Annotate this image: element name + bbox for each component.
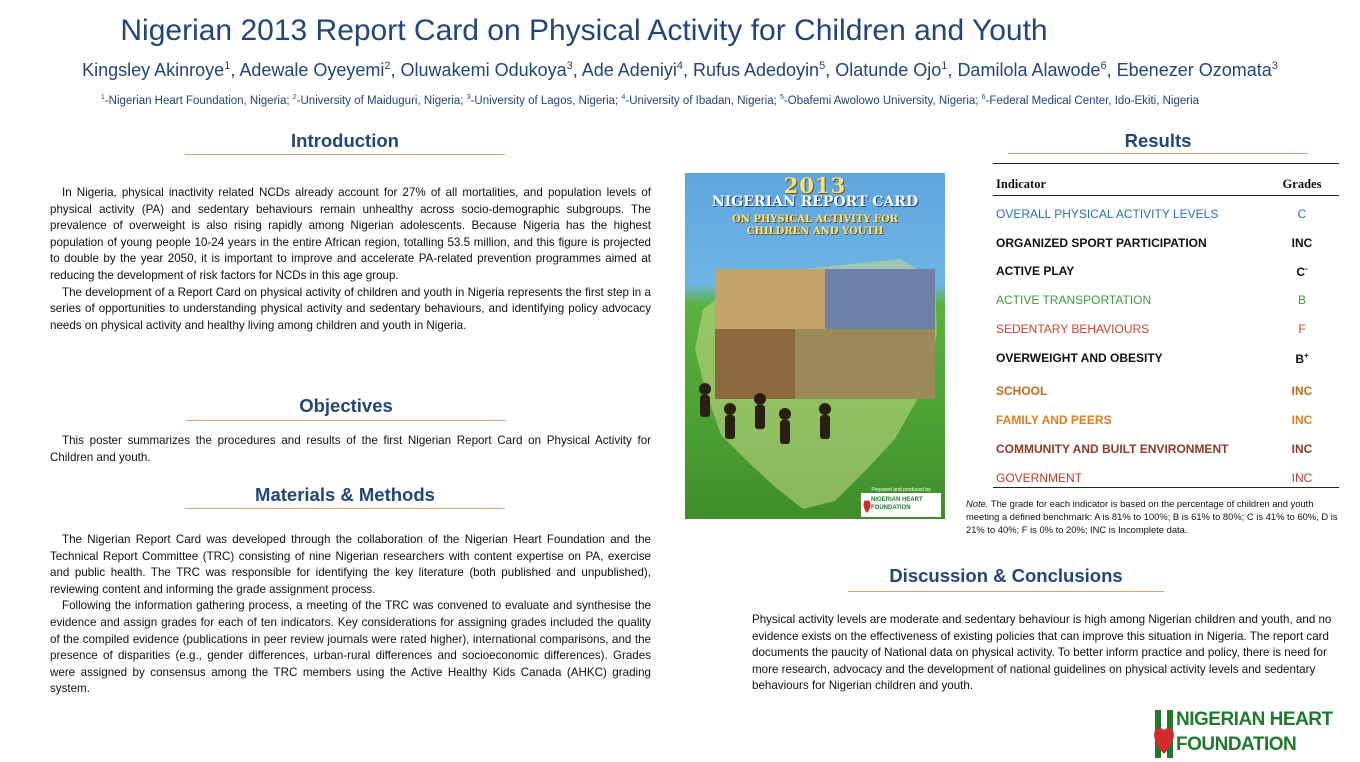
indicator-label: SCHOOL (996, 384, 1048, 398)
nigerian-heart-foundation-logo (1150, 706, 1333, 760)
discussion-heading: Discussion & Conclusions (889, 565, 1123, 586)
objectives-heading: Objectives (299, 395, 393, 416)
note-label: Note. (966, 498, 989, 509)
indicator-grade (1273, 471, 1331, 485)
author-name: Olatunde Ojo (835, 60, 942, 80)
author-affiliation-number: 5 (819, 60, 826, 72)
objectives-divider (186, 420, 506, 421)
discussion-body (752, 612, 1332, 695)
indicator-label: OVERALL PHYSICAL ACTIVITY LEVELS (996, 207, 1219, 221)
indicator-label: SEDENTARY BEHAVIOURS (996, 322, 1150, 336)
cover-illustration (685, 239, 945, 519)
cover-produced-by: Prepared and produced by (871, 487, 931, 493)
results-table (993, 163, 1339, 493)
grade-modifier: - (1305, 264, 1308, 273)
report-card-cover-image (685, 173, 945, 519)
methods-body (50, 532, 651, 698)
photo-tile-4 (795, 329, 935, 399)
affiliation-number: 2 (292, 94, 297, 101)
heart-logo-icon (1152, 708, 1176, 760)
methods-heading: Materials & Methods (255, 484, 435, 505)
results-heading: Results (1124, 130, 1192, 151)
author-name: Adewale Oyeyemi (239, 60, 385, 80)
author-name: Ade Adeniyi (581, 60, 677, 80)
logo-line-2: FOUNDATION (1176, 734, 1297, 755)
affiliation-number: 1 (100, 94, 105, 101)
author-affiliation-number: 6 (1100, 60, 1107, 72)
cover-logo-line-1: NIGERIAN HEART (871, 497, 923, 503)
indicator-grade (1273, 264, 1331, 279)
author-name: Oluwakemi Odukoya (400, 60, 567, 80)
logo-line-1: NIGERIAN HEART (1176, 709, 1333, 730)
author-affiliation-number: 4 (676, 60, 683, 72)
author-name: Kingsley Akinroye (82, 60, 225, 80)
author-affiliation-number: 1 (224, 60, 231, 72)
indicator-grade (1273, 351, 1331, 366)
author-affiliation-number: 2 (384, 60, 391, 72)
indicator-label: FAMILY AND PEERS (996, 413, 1112, 427)
indicator-grade (1273, 293, 1331, 307)
cover-logo-line-2: FOUNDATION (871, 505, 911, 511)
grade-letter: B (1295, 352, 1304, 366)
indicator-label: GOVERNMENT (996, 471, 1083, 485)
table-header-rule (993, 195, 1339, 196)
grade-modifier: + (1304, 351, 1309, 360)
objectives-body (50, 433, 651, 466)
indicator-label: ACTIVE TRANSPORTATION (996, 293, 1152, 307)
introduction-heading: Introduction (291, 130, 399, 151)
discussion-paragraph-1: Physical activity levels are moderate and sedentary behaviour is high among Nigerian children and youth, and no evidence exists on the effectiveness of existing policies that can improve this situation in Nigeria. The report card documents the paucity of National data on physical activity. To better inform practice and policy, there is need for more research, advocacy and the development of national guidelines on physical activity levels and sedentary behaviours for Nigerian children and youth. (752, 613, 1332, 693)
grade-letter: C (1297, 207, 1307, 221)
methods-divider (185, 508, 505, 509)
grading-note (966, 497, 1342, 536)
author-list: Kingsley Akinroye$^1$, Adewale Oyeyemi$^2$, Oluwakemi Odukoya$^3$, Ade Adeniyi$^4$, Rufus Adedoyin$^5$, Olatunde Ojo$^1$, Damilola Alawode$^6$, Ebenezer Ozomata$^3$ (82, 60, 1278, 80)
cover-subtitle (685, 214, 945, 238)
author-name: Rufus Adedoyin (692, 60, 820, 80)
author-name: Ebenezer Ozomata (1116, 60, 1272, 80)
indicator-grade (1273, 236, 1331, 250)
affiliation-text: -University of Maiduguri, Nigeria; (296, 94, 464, 107)
grade-letter: INC (1291, 236, 1313, 250)
introduction-paragraph-2: The development of a Report Card on physical activity of children and youth in Nigeria represents the first step in a series of opportunities to understanding physical activity and sedentary behaviours, and identifying policy advocacy needs on physical activity and healthy living among children and youth in Nigeria. (50, 285, 651, 332)
introduction-paragraph-1: In Nigeria, physical inactivity related NCDs already account for 27% of all mortalities, and population levels of physical activity (PA) and sedentary behaviours remain unhealthy across socio-demographic subgroups. The prevalence of overweight is also rising rapidly among Nigerian adolescents. Because Nigeria has the highest population of young people 10-24 years in the entire African region, totalling 53.5 million, and this figure is projected to double by the year 2050, it is important to improve and accelerate PA-related prevention programmes aimed at reducing the development of risk factors for NCDs in this age group. (50, 186, 651, 282)
grades-column-header: Grades (1282, 177, 1322, 191)
grade-letter: C (1296, 265, 1305, 279)
author-affiliation-number: 3 (1271, 60, 1278, 72)
affiliation-number: 3 (466, 94, 471, 101)
grade-letter: INC (1291, 471, 1313, 485)
affiliation-list (0, 94, 1300, 107)
methods-paragraph-1: The Nigerian Report Card was developed through the collaboration of the Nigerian Heart Foundation and the Technical Report Committee (TRC) consisting of nine Nigerian researchers with content expertise on PA, exercise and public health. The TRC was responsible for identifying the key literature (both published and unpublished), reviewing content and informing the grade assignment process. (50, 533, 651, 596)
indicator-grade (1273, 322, 1331, 336)
discussion-divider (848, 591, 1164, 592)
indicator-label: ACTIVE PLAY (996, 264, 1075, 278)
affiliation-number: 5 (780, 94, 784, 101)
author-affiliation-number: 1 (941, 60, 948, 72)
affiliation-text: -University of Ibadan, Nigeria; (625, 94, 777, 107)
affiliation-number: 6 (981, 94, 986, 101)
cover-title: NIGERIAN REPORT CARD (711, 194, 919, 210)
indicator-grade (1273, 207, 1331, 221)
photo-tile-2 (825, 269, 935, 329)
affiliation-text: -Federal Medical Center, Ido-Ekiti, Nigeria (985, 94, 1200, 107)
affiliation-text: -Nigerian Heart Foundation, Nigeria; (104, 94, 290, 107)
grade-letter: INC (1291, 384, 1313, 398)
table-top-rule (993, 163, 1339, 164)
grade-letter: B (1297, 293, 1306, 307)
indicator-label: ORGANIZED SPORT PARTICIPATION (996, 236, 1207, 250)
poster-title: Nigerian 2013 Report Card on Physical Activity for Children and Youth (120, 14, 1048, 47)
author-affiliation-number: 3 (566, 60, 573, 72)
indicator-grade (1273, 442, 1331, 456)
indicator-column-header: Indicator (996, 177, 1046, 191)
cover-year: 2013 (783, 173, 847, 198)
affiliation-text: -Obafemi Awolowo University, Nigeria; (783, 94, 979, 107)
cover-logo (861, 493, 941, 517)
results-divider (1008, 153, 1308, 154)
author-name: Damilola Alawode (957, 60, 1101, 80)
objectives-paragraph-1: This poster summarizes the procedures and results of the first Nigerian Report Card on Physical Activity for Children and youth. (50, 434, 651, 464)
indicator-grade (1273, 384, 1331, 398)
photo-tile-1 (715, 269, 825, 329)
cover-subtitle-line-1: ON PHYSICAL ACTIVITY FOR (731, 214, 899, 225)
indicator-label: COMMUNITY AND BUILT ENVIRONMENT (996, 442, 1229, 456)
introduction-divider (185, 154, 505, 155)
grade-letter: F (1298, 322, 1306, 336)
indicator-grade (1273, 413, 1331, 427)
introduction-body (50, 185, 651, 334)
methods-paragraph-2: Following the information gathering process, a meeting of the TRC was convened to evaluate and synthesise the evidence and assign grades for each of ten indicators. Key considerations for assigning grades included the quality of the compiled evidence (publications in peer review journals were rated higher), international comparisons, and the presence of disparities (e.g., gender differences, urban-rural differences and socioeconomic differences). Grades were assigned by consensus among the TRC members using the Active Healthy Kids Canada (AHKC) grading system. (50, 599, 651, 696)
grade-letter: INC (1291, 442, 1313, 456)
affiliation-text: -University of Lagos, Nigeria; (470, 94, 619, 107)
affiliation-number: 4 (621, 94, 626, 101)
photo-tile-3 (715, 329, 795, 399)
cover-subtitle-line-2: CHILDREN AND YOUTH (746, 226, 884, 237)
note-text: The grade for each indicator is based on the percentage of children and youth meeting a defined benchmark: A is 81% to 100%; B is 61% to 80%; C is 41% to 60%, D is 21% to 40%; F is 0% to 20%; INC is Incomplete data. (966, 498, 1338, 535)
cover-heart-icon (863, 496, 871, 514)
table-bottom-rule (993, 487, 1339, 488)
grade-letter: INC (1291, 413, 1313, 427)
indicator-label: OVERWEIGHT AND OBESITY (996, 351, 1163, 365)
